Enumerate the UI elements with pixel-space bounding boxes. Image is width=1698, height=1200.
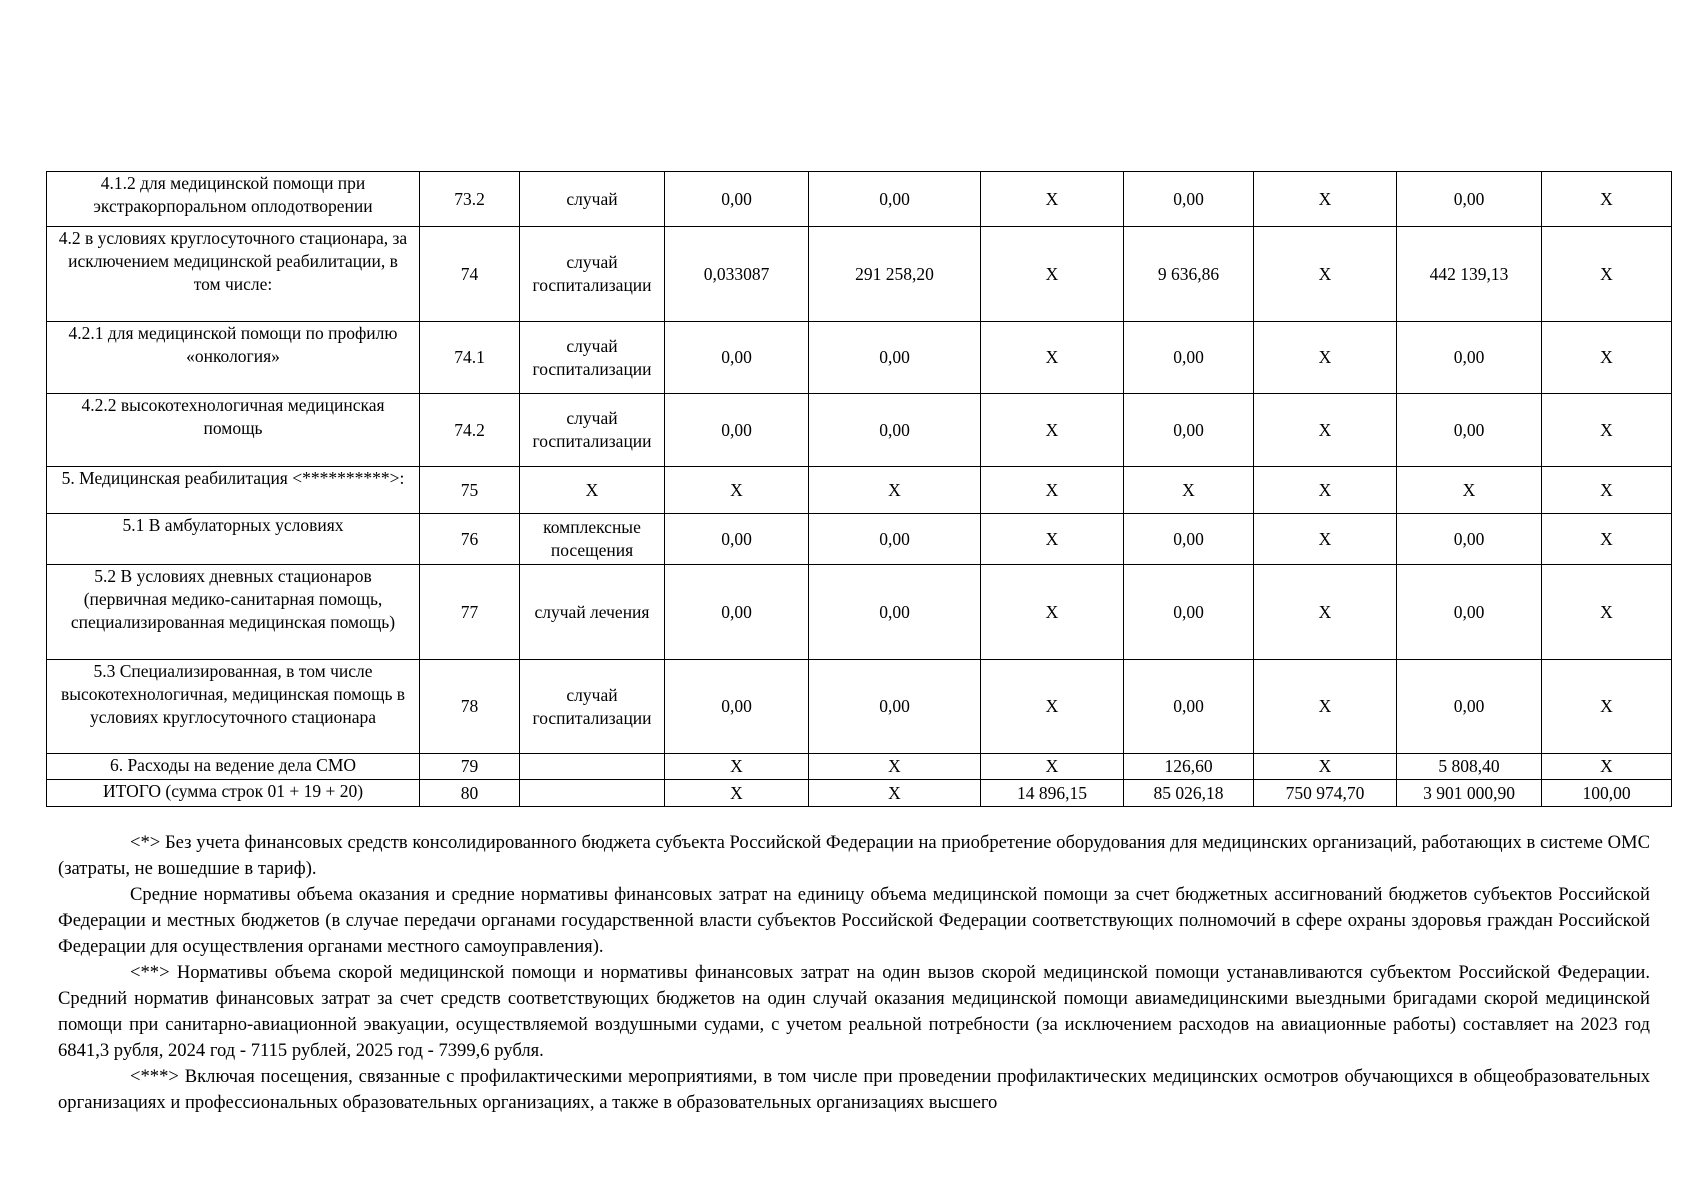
row-number-cell: 74.1 bbox=[420, 322, 520, 394]
volume-norm-cell: 0,00 bbox=[665, 394, 809, 467]
oms-total-cell: 3 901 000,90 bbox=[1397, 780, 1542, 807]
cost-norm-cell: 0,00 bbox=[809, 172, 981, 227]
footnote-3: <***> Включая посещения, связанные с профилактическими мероприятиями, в том числе при проведении профилактических медицинских осмотров обучающихся в общеобразовательных организациях и профессиональных образовательных организациях, а также в образовательных организациях высшего bbox=[58, 1066, 1650, 1113]
budget-total-cell: 750 974,70 bbox=[1254, 780, 1397, 807]
oms-total-cell: 0,00 bbox=[1397, 394, 1542, 467]
per-capita-budget-cell: X bbox=[981, 467, 1124, 514]
per-capita-budget-cell: X bbox=[981, 514, 1124, 565]
footnote-2: <**> Нормативы объема скорой медицинской помощи и нормативы финансовых затрат на один вызов скорой медицинской помощи устанавливаются субъектом Российской Федерации. Средний норматив финансовых затрат за счет средств соответствующих бюджетов на один случай оказания медицинской помощи авиамедицинскими выездными бригадами скорой медицинской помощи при санитарно-авиационной эвакуации, осуществляемой воздушными судами, с учетом реальной потребности (за исключением расходов на авиационные работы) составляет на 2023 год 6841,3 рубля, 2024 год - 7115 рублей, 2025 год - 7399,6 рубля. bbox=[58, 962, 1650, 1061]
unit-cell: случай госпитализации bbox=[520, 227, 665, 322]
row-number-cell: 74 bbox=[420, 227, 520, 322]
budget-total-cell: X bbox=[1254, 565, 1397, 660]
footnotes bbox=[58, 830, 1650, 1116]
percent-cell: X bbox=[1542, 754, 1672, 780]
percent-cell: X bbox=[1542, 565, 1672, 660]
budget-total-cell: X bbox=[1254, 514, 1397, 565]
budget-total-cell: X bbox=[1254, 467, 1397, 514]
per-capita-budget-cell: X bbox=[981, 565, 1124, 660]
row-name-cell: 4.2.1 для медицинской помощи по профилю «онкология» bbox=[47, 322, 420, 394]
cost-norm-cell: 0,00 bbox=[809, 660, 981, 754]
cost-norm-cell: 0,00 bbox=[809, 565, 981, 660]
table-row bbox=[47, 754, 1672, 780]
per-capita-oms-cell: 9 636,86 bbox=[1124, 227, 1254, 322]
row-name-cell: 5.3 Специализированная, в том числе высокотехнологичная, медицинская помощь в условиях круглосуточного стационара bbox=[47, 660, 420, 754]
unit-cell: случай госпитализации bbox=[520, 660, 665, 754]
per-capita-oms-cell: 0,00 bbox=[1124, 565, 1254, 660]
volume-norm-cell: 0,00 bbox=[665, 322, 809, 394]
budget-total-cell: X bbox=[1254, 227, 1397, 322]
table-row bbox=[47, 660, 1672, 754]
footnote-1: <*> Без учета финансовых средств консолидированного бюджета субъекта Российской Федерации на приобретение оборудования для медицинских организаций, работающих в системе ОМС (затраты, не вошедшие в тариф). bbox=[58, 832, 1650, 879]
unit-cell: случай bbox=[520, 172, 665, 227]
row-number-cell: 80 bbox=[420, 780, 520, 807]
per-capita-budget-cell: X bbox=[981, 322, 1124, 394]
percent-cell: 100,00 bbox=[1542, 780, 1672, 807]
per-capita-oms-cell: 0,00 bbox=[1124, 394, 1254, 467]
row-name-cell: 4.2 в условиях круглосуточного стационара, за исключением медицинской реабилитации, в том числе: bbox=[47, 227, 420, 322]
oms-total-cell: X bbox=[1397, 467, 1542, 514]
per-capita-oms-cell: 0,00 bbox=[1124, 172, 1254, 227]
percent-cell: X bbox=[1542, 660, 1672, 754]
per-capita-oms-cell: 0,00 bbox=[1124, 322, 1254, 394]
unit-cell: случай лечения bbox=[520, 565, 665, 660]
budget-total-cell: X bbox=[1254, 394, 1397, 467]
footnote-paragraph: Средние нормативы объема оказания и средние нормативы финансовых затрат на единицу объема медицинской помощи за счет бюджетных ассигнований бюджетов субъектов Российской Федерации и местных бюджетов (в случае передачи органами государственной власти субъектов Российской Федерации соответствующих полномочий в сфере охраны здоровья граждан Российской Федерации для осуществления органами местного самоуправления). bbox=[58, 884, 1650, 957]
financing-table bbox=[46, 171, 1672, 807]
budget-total-cell: X bbox=[1254, 754, 1397, 780]
unit-cell bbox=[520, 754, 665, 780]
row-number-cell: 79 bbox=[420, 754, 520, 780]
per-capita-budget-cell: X bbox=[981, 754, 1124, 780]
row-name-cell: 5.1 В амбулаторных условиях bbox=[47, 514, 420, 565]
percent-cell: X bbox=[1542, 514, 1672, 565]
cost-norm-cell: 0,00 bbox=[809, 394, 981, 467]
cost-norm-cell: 0,00 bbox=[809, 514, 981, 565]
table-row bbox=[47, 172, 1672, 227]
per-capita-oms-cell: 0,00 bbox=[1124, 660, 1254, 754]
budget-total-cell: X bbox=[1254, 322, 1397, 394]
per-capita-budget-cell: X bbox=[981, 660, 1124, 754]
table-row bbox=[47, 780, 1672, 807]
row-name-cell: ИТОГО (сумма строк 01 + 19 + 20) bbox=[47, 780, 420, 807]
row-number-cell: 76 bbox=[420, 514, 520, 565]
per-capita-budget-cell: X bbox=[981, 227, 1124, 322]
table-row bbox=[47, 514, 1672, 565]
oms-total-cell: 0,00 bbox=[1397, 565, 1542, 660]
row-number-cell: 75 bbox=[420, 467, 520, 514]
percent-cell: X bbox=[1542, 322, 1672, 394]
per-capita-oms-cell: X bbox=[1124, 467, 1254, 514]
per-capita-budget-cell: X bbox=[981, 172, 1124, 227]
cost-norm-cell: X bbox=[809, 780, 981, 807]
row-name-cell: 4.1.2 для медицинской помощи при экстракорпоральном оплодотворении bbox=[47, 172, 420, 227]
row-name-cell: 5. Медицинская реабилитация <**********>: bbox=[47, 467, 420, 514]
volume-norm-cell: 0,00 bbox=[665, 514, 809, 565]
row-number-cell: 73.2 bbox=[420, 172, 520, 227]
row-name-cell: 5.2 В условиях дневных стационаров (первичная медико-санитарная помощь, специализированная медицинская помощь) bbox=[47, 565, 420, 660]
unit-cell: комплексные посещения bbox=[520, 514, 665, 565]
percent-cell: X bbox=[1542, 172, 1672, 227]
cost-norm-cell: 0,00 bbox=[809, 322, 981, 394]
oms-total-cell: 442 139,13 bbox=[1397, 227, 1542, 322]
oms-total-cell: 0,00 bbox=[1397, 514, 1542, 565]
table-row bbox=[47, 565, 1672, 660]
percent-cell: X bbox=[1542, 467, 1672, 514]
per-capita-budget-cell: 14 896,15 bbox=[981, 780, 1124, 807]
unit-cell bbox=[520, 780, 665, 807]
volume-norm-cell: 0,00 bbox=[665, 660, 809, 754]
row-name-cell: 6. Расходы на ведение дела СМО bbox=[47, 754, 420, 780]
unit-cell: случай госпитализации bbox=[520, 322, 665, 394]
oms-total-cell: 0,00 bbox=[1397, 322, 1542, 394]
volume-norm-cell: X bbox=[665, 467, 809, 514]
unit-cell: случай госпитализации bbox=[520, 394, 665, 467]
per-capita-oms-cell: 85 026,18 bbox=[1124, 780, 1254, 807]
row-number-cell: 77 bbox=[420, 565, 520, 660]
percent-cell: X bbox=[1542, 394, 1672, 467]
per-capita-budget-cell: X bbox=[981, 394, 1124, 467]
unit-cell: X bbox=[520, 467, 665, 514]
per-capita-oms-cell: 126,60 bbox=[1124, 754, 1254, 780]
row-number-cell: 74.2 bbox=[420, 394, 520, 467]
volume-norm-cell: 0,00 bbox=[665, 172, 809, 227]
cost-norm-cell: X bbox=[809, 754, 981, 780]
table-row bbox=[47, 467, 1672, 514]
row-number-cell: 78 bbox=[420, 660, 520, 754]
percent-cell: X bbox=[1542, 227, 1672, 322]
table-row bbox=[47, 227, 1672, 322]
row-name-cell: 4.2.2 высокотехнологичная медицинская помощь bbox=[47, 394, 420, 467]
oms-total-cell: 5 808,40 bbox=[1397, 754, 1542, 780]
volume-norm-cell: X bbox=[665, 754, 809, 780]
table-row bbox=[47, 322, 1672, 394]
cost-norm-cell: 291 258,20 bbox=[809, 227, 981, 322]
per-capita-oms-cell: 0,00 bbox=[1124, 514, 1254, 565]
budget-total-cell: X bbox=[1254, 172, 1397, 227]
volume-norm-cell: X bbox=[665, 780, 809, 807]
oms-total-cell: 0,00 bbox=[1397, 172, 1542, 227]
cost-norm-cell: X bbox=[809, 467, 981, 514]
budget-total-cell: X bbox=[1254, 660, 1397, 754]
volume-norm-cell: 0,033087 bbox=[665, 227, 809, 322]
volume-norm-cell: 0,00 bbox=[665, 565, 809, 660]
table-row bbox=[47, 394, 1672, 467]
oms-total-cell: 0,00 bbox=[1397, 660, 1542, 754]
